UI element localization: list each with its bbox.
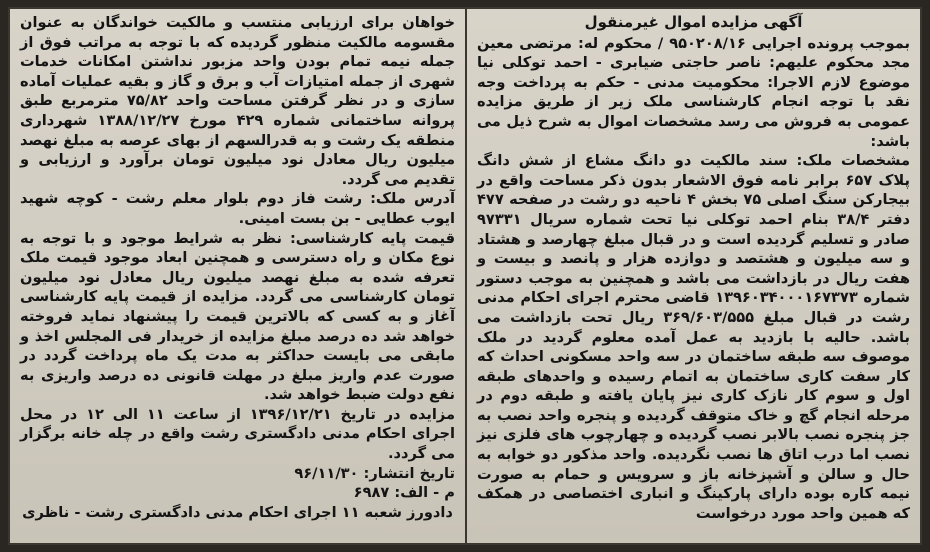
property-specs-paragraph: مشخصات ملک: سند مالکیت دو دانگ مشاع از شش دانگ پلاک ۶۵۷ برابر نامه فوق الاشعار بدون ذکر مساحت واقع در بیجارکن سنگ اصلی ۷۵ بخش ۴ ناحیه دو رشت در صفحه ۴۷۷ دفتر ۳۸/۴ بنام احمد توکلی نیا تحت شماره سریال ۹۷۳۳۱ صادر و تسلیم گردیده است و در قبال مبلغ چهارصد و هشتاد و سه میلیون و هشتصد و دوازده هزار و پانصد و بیست و هفت ریال در بازداشت می باشد و همچنین به موجب دستور شماره ۱۳۹۶۰۳۴۰۰۰۱۶۷۳۷۳ قاضی محترم اجرای احکام مدنی رشت در قبال مبلغ ۳۶۹/۶۰۳/۵۵۵ ریال تحت بازداشت می باشد. حالیه با بازدید به عمل آمده معلوم گردید در ملک موصوف سه طبقه ساختمان در سه واحد مسکونی احداث که کار سفت کاری ساختمان به اتمام رسیده و واحدهای طبقه اول و سوم کار نازک کاری نیز پایان یافته و طبقه دوم در مرحله انجام گچ و خاک متوقف گردیده و پنجره واحد نصب به جز پنجره نصب بالابر نصب گردیده و چهارچوب های فلزی نیز نصب اما درب اتاق ها نصب نگردیده. واحد مذکور دو خوابه به حال و سالن و آشپزخانه باز و سرویس و حمام به صورت نیمه کاره بوده دارای پارکینگ و انباری اختصاصی در همکف که همین واحد مورد درخواست xyxy=(477,152,910,522)
signature-line: دادورز شعبه ۱۱ اجرای احکام مدنی دادگستری رشت - ناظری xyxy=(22,503,453,521)
notice-title: آگهی مزایده اموال غیرمنقول xyxy=(584,13,803,31)
case-details-paragraph: بموجب پرونده اجرایی ۹۵۰۲۰۸/۱۶ / محکوم له: مرتضی معین مجد محکوم علیهم: ناصر حاجتی ضیابری - احمد توکلی نیا موضوع لازم الاجرا: محکومیت مدنی - حکم به پرداخت وجه نقد با توجه انجام کارشناسی ملک زیر از طریق مزایده عمومی به فروش می رسد مشخصات اموال به شرح ذیل می باشد: xyxy=(477,34,911,150)
notice-left-column xyxy=(10,9,465,543)
auction-notice xyxy=(8,7,922,545)
publish-date: تاریخ انتشار: ۹۶/۱۱/۳۰ xyxy=(294,464,455,482)
auction-date-paragraph: مزایده در تاریخ ۱۳۹۶/۱۲/۲۱ از ساعت ۱۱ الی ۱۲ در محل اجرای احکام مدنی دادگستری رشت واقع در چله خانه برگزار می گردد. xyxy=(20,405,455,463)
valuation-paragraph: خواهان برای ارزیابی منتسب و مالکیت خواندگان به عنوان مقسومه مالکیت منظور گردیده که با توجه به مراتب فوق از جمله نیمه تمام بودن واحد مزبور نداشتن امکانات خدمات شهری از جمله امتیازات آب و برق و گاز و بقیه عملیات آماده سازی و در نظر گرفتن مساحت واحد ۷۵/۸۲ مترمربع طبق پروانه ساختمانی شماره ۴۲۹ مورخ ۱۳۸۸/۱۲/۲۷ شهرداری منطقه یک رشت و به قدرالسهم از بهای عرصه به مبلغ نهصد میلیون ریال معادل نود میلیون تومان برآورد و ارزیابی و تقدیم می گردد. xyxy=(20,14,455,188)
address-paragraph: آدرس ملک: رشت فاز دوم بلوار معلم رشت - کوچه شهید ایوب عطایی - بن بست امینی. xyxy=(20,190,455,227)
base-price-paragraph: قیمت پایه کارشناسی: نظر به شرایط موجود و با توجه به نوع مکان و راه دسترسی و همچنین ابعاد موجود قیمت ملک تعرفه شده به مبلغ نهصد میلیون ریال معادل نود میلیون تومان کارشناسی می گردد. مزایده از قیمت پایه کارشناسی آغاز و به کسی که بالاترین قیمت را پیشنهاد نماید فروخته خواهد شد ده درصد مبلغ مزایده از خریدار فی المجلس اخذ و مابقی می بایست حداکثر به مدت یک ماه پرداخت گردد در صورت عدم واریز مبلغ در مهلت قانونی ده درصد واریزی به نفع دولت ضبط خواهد شد. xyxy=(20,229,455,404)
notice-right-column xyxy=(465,9,920,543)
reference-code: م - الف: ۶۹۸۷ xyxy=(353,484,455,502)
